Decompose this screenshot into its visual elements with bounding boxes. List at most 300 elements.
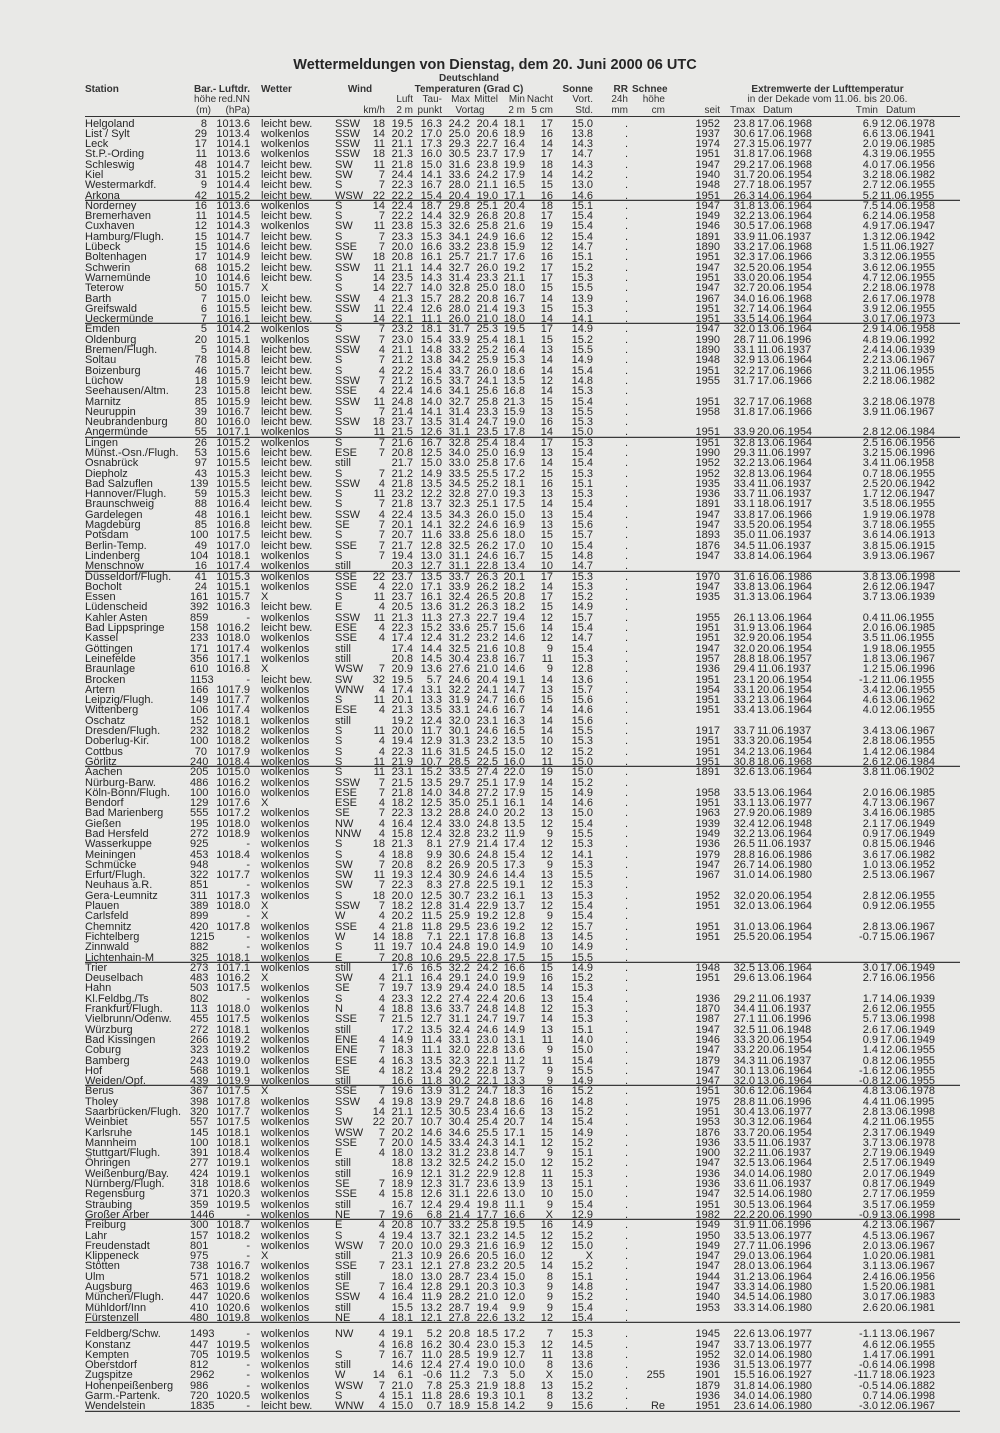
- record-tmax-date-cell: 20.06.1989: [757, 807, 813, 820]
- record-tmax-date-cell: 14.06.1980: [757, 1291, 813, 1304]
- temp-night-ground-cell: 10: [540, 735, 553, 748]
- record-since-cell: 1947: [695, 1023, 720, 1036]
- station-cell: Potsdam: [85, 529, 129, 542]
- snow-depth-cell: [632, 839, 665, 849]
- precipitation-cell: .: [624, 1281, 628, 1294]
- temp-air-cell: 18.1: [391, 1311, 413, 1324]
- wind-speed-cell: 7: [378, 1126, 385, 1139]
- record-tmin-cell: 2.0: [862, 1167, 878, 1180]
- station-cell: Görlitz: [85, 755, 117, 768]
- record-since-cell: 1974: [695, 138, 720, 151]
- record-tmin-cell: 3.2: [862, 168, 878, 181]
- temp-min-cell: 20.4: [503, 199, 525, 212]
- pressure-cell: 1019.5: [216, 1338, 250, 1351]
- temp-max-cell: 31.7: [448, 323, 470, 336]
- temp-air-cell: 16.6: [391, 1075, 413, 1088]
- record-tmax-date-cell: 13.06.1964: [757, 354, 813, 367]
- record-since-cell: 1951: [695, 797, 720, 810]
- temp-min-cell: 19.1: [503, 879, 525, 892]
- weather-cell: leicht bew.: [261, 117, 313, 130]
- record-tmin-date-cell: 13.06.1967: [880, 869, 936, 882]
- record-tmax-cell: 32.9: [733, 632, 755, 645]
- wind-speed-cell: 7: [378, 1239, 385, 1252]
- record-tmin-cell: 1.7: [862, 992, 878, 1005]
- pressure-cell: 1015.8: [216, 385, 250, 398]
- record-since-cell: 1870: [695, 1003, 720, 1016]
- record-tmax-date-cell: 13.06.1964: [757, 591, 813, 604]
- pressure-cell: 1018.2: [216, 1229, 250, 1242]
- record-since-cell: 1891: [695, 498, 720, 511]
- sunshine-cell: 15.5: [571, 869, 593, 882]
- record-tmax-date-cell: 13.06.1964: [757, 210, 813, 223]
- record-tmax-date-cell: 15.06.1977: [757, 138, 813, 151]
- record-tmin-cell: [825, 942, 878, 952]
- weather-cell: wolkenlos: [261, 1003, 310, 1016]
- wind-direction-cell: NNW: [335, 827, 362, 840]
- sunshine-cell: 15.4: [571, 900, 593, 913]
- weather-cell: wolkenlos: [261, 961, 310, 974]
- station-cell: Neuruppin: [85, 405, 136, 418]
- snow-depth-cell: [632, 1138, 665, 1148]
- record-tmax-date-cell: 14.06.1964: [757, 302, 813, 315]
- temp-max-cell: 32.2: [448, 519, 470, 532]
- precipitation-cell: .: [624, 302, 628, 315]
- temp-night-ground-cell: 14: [540, 1260, 553, 1273]
- temp-air-cell: 16.7: [391, 1198, 413, 1211]
- record-tmax-cell: 31.0: [733, 869, 755, 882]
- bar-height-cell: 12: [194, 220, 207, 233]
- wind-speed-cell: 7: [378, 879, 385, 892]
- dew-point-cell: 12.9: [420, 735, 442, 748]
- temp-min-cell: 15.0: [503, 508, 525, 521]
- temp-max-cell: 18.9: [448, 1400, 470, 1413]
- temp-air-cell: 23.7: [391, 591, 413, 604]
- snow-depth-cell: [632, 1097, 665, 1107]
- temp-min-cell: 16.0: [503, 1250, 525, 1263]
- precipitation-cell: .: [624, 1260, 628, 1273]
- precipitation-cell: .: [624, 797, 628, 810]
- temp-night-ground-cell: 11: [541, 1054, 553, 1067]
- temp-max-cell: 28.0: [448, 179, 470, 192]
- temp-min-cell: 18.6: [503, 364, 525, 377]
- wind-speed-cell: 14: [372, 930, 385, 943]
- wind-direction-cell: SW: [335, 972, 353, 985]
- header-kmh: km/h: [363, 104, 385, 116]
- temp-max-cell: 34.6: [448, 1126, 470, 1139]
- bar-height-cell: 171: [190, 642, 209, 655]
- temp-air-cell: 21.8: [391, 498, 413, 511]
- precipitation-cell: .: [624, 1239, 628, 1252]
- bar-height-cell: 882: [190, 941, 209, 954]
- bar-height-cell: 68: [194, 261, 207, 274]
- temp-max-cell: 32.3: [448, 1054, 470, 1067]
- temp-air-cell: 21.3: [391, 611, 413, 624]
- dew-point-cell: 18.7: [420, 199, 442, 212]
- dew-point-cell: 16.6: [420, 241, 442, 254]
- temp-min-cell: 16.7: [503, 704, 525, 717]
- temp-min-cell: 12.0: [503, 1291, 525, 1304]
- table-row: [85, 1329, 960, 1339]
- record-tmax-cell: 35.0: [733, 529, 755, 542]
- pressure-cell: 1019.2: [216, 1044, 250, 1057]
- temp-night-ground-cell: 18: [540, 158, 553, 171]
- snow-depth-cell: [632, 489, 665, 499]
- temp-night-ground-cell: 18: [540, 199, 553, 212]
- temp-night-ground-cell: 12: [540, 848, 553, 861]
- record-tmin-date-cell: 18.06.1923: [880, 1369, 936, 1382]
- record-tmax-date-cell: 11.06.1997: [757, 447, 812, 459]
- record-since-cell: 1935: [695, 477, 720, 490]
- record-tmin-date-cell: 17.06.1949: [880, 1033, 936, 1046]
- temp-min-cell: 16.8: [503, 930, 525, 943]
- record-tmin-date-cell: 11.06.1927: [880, 241, 935, 254]
- wind-speed-cell: 11: [373, 158, 385, 171]
- temp-max-cell: 31.3: [448, 735, 470, 748]
- record-tmax-date-cell: 13.06.1964: [757, 827, 813, 840]
- wind-direction-cell: WNW: [335, 1400, 364, 1413]
- bar-height-cell: 41: [194, 570, 207, 583]
- record-tmax-cell: 31.3: [733, 591, 755, 604]
- weather-table: [85, 119, 960, 1412]
- header-luftdr: Luftdr.: [218, 83, 250, 95]
- weather-cell: X: [261, 663, 269, 676]
- precipitation-cell: .: [624, 313, 628, 326]
- temp-max-cell: 27.9: [448, 838, 470, 851]
- precipitation-cell: .: [624, 858, 628, 871]
- weather-cell: wolkenlos: [261, 632, 310, 645]
- temp-min-cell: 16.4: [503, 138, 525, 151]
- temp-air-cell: 21.3: [391, 1250, 413, 1263]
- record-tmax-date-cell: 11.06.1937: [757, 1178, 812, 1191]
- precipitation-cell: .: [624, 519, 628, 532]
- record-since-cell: 1952: [695, 889, 720, 902]
- bar-height-cell: 18: [194, 374, 207, 387]
- record-tmax-cell: 33.2: [733, 241, 755, 254]
- temp-min-cell: 15.9: [503, 405, 525, 418]
- record-tmin-cell: 2.8: [862, 920, 878, 933]
- temp-night-ground-cell: 13: [540, 1178, 553, 1191]
- station-cell: Hohenpeißenberg: [85, 1379, 174, 1392]
- bar-height-cell: 97: [194, 457, 207, 470]
- wind-speed-cell: 4: [378, 580, 385, 593]
- record-tmax-date-cell: 20.06.1990: [757, 1208, 813, 1221]
- dew-point-cell: 12.2: [420, 992, 442, 1005]
- precipitation-cell: .: [624, 1095, 628, 1108]
- temp-max-cell: 29.2: [448, 1064, 470, 1077]
- sunshine-cell: 15.3: [571, 436, 593, 449]
- temp-night-ground-cell: 10: [540, 560, 553, 573]
- sunshine-cell: 14.8: [571, 374, 593, 387]
- temp-min-cell: 10.3: [503, 1281, 525, 1294]
- precipitation-cell: .: [624, 766, 628, 779]
- pressure-cell: 1018.1: [216, 1136, 250, 1149]
- temp-max-cell: 31.5: [448, 745, 470, 758]
- sunshine-cell: 15.0: [571, 1239, 593, 1252]
- wind-direction-cell: SSW: [335, 127, 361, 140]
- temp-min-cell: 10.8: [503, 642, 525, 655]
- temp-min-cell: 15.9: [503, 241, 525, 254]
- station-cell: Braunlage: [85, 663, 136, 676]
- temp-max-cell: 20.8: [448, 1328, 470, 1341]
- record-since-cell: 1990: [695, 333, 720, 346]
- pressure-cell: -: [246, 858, 250, 871]
- wind-direction-cell: S: [335, 467, 343, 480]
- temp-min-cell: 10.1: [503, 1390, 525, 1403]
- station-cell: Wendelstein: [85, 1400, 146, 1413]
- snow-depth-cell: [632, 324, 665, 334]
- wind-speed-cell: 4: [378, 704, 385, 717]
- station-cell: Plauen: [85, 900, 120, 913]
- record-tmin-date-cell: 17.06.1978: [880, 292, 936, 305]
- record-since-cell: 1958: [695, 405, 720, 418]
- precipitation-cell: .: [624, 436, 628, 449]
- weather-cell: wolkenlos: [261, 1281, 310, 1294]
- dew-point-cell: 15.0: [420, 457, 442, 470]
- record-tmax-date-cell: 20.06.1954: [757, 1044, 813, 1057]
- dew-point-cell: 13.5: [420, 570, 442, 583]
- sunshine-cell: 14.5: [571, 1338, 593, 1351]
- precipitation-cell: .: [624, 673, 628, 686]
- pressure-cell: 1017.0: [216, 539, 250, 552]
- weather-cell: leicht bew.: [261, 271, 313, 284]
- precipitation-cell: .: [624, 663, 628, 676]
- bar-height-cell: 15: [194, 241, 207, 254]
- record-since-cell: 1901: [695, 1369, 720, 1382]
- record-since-cell: 1948: [695, 179, 720, 192]
- temp-mean-cell: 21.0: [476, 313, 498, 326]
- record-tmin-date-cell: 17.06.1949: [880, 1167, 936, 1180]
- bar-height-cell: 851: [190, 879, 209, 892]
- temp-mean-cell: 23.2: [476, 827, 498, 840]
- dew-point-cell: 17.1: [420, 580, 442, 593]
- station-cell: Gardelegen: [85, 508, 143, 521]
- bar-height-cell: 272: [190, 1023, 209, 1036]
- temp-max-cell: 33.2: [448, 344, 470, 357]
- temp-night-ground-cell: 11: [541, 1348, 553, 1361]
- temp-night-ground-cell: 11: [541, 1033, 553, 1046]
- temp-max-cell: 35.0: [448, 797, 470, 810]
- wind-direction-cell: WSW: [335, 189, 364, 202]
- pressure-cell: 1016.1: [216, 508, 250, 521]
- sunshine-cell: 15.3: [571, 838, 593, 851]
- record-since-cell: 1936: [695, 1167, 720, 1180]
- wind-direction-cell: S: [335, 755, 343, 768]
- wind-direction-cell: SSW: [335, 1291, 361, 1304]
- snow-depth-cell: [632, 438, 665, 448]
- pressure-cell: 1015.1: [216, 333, 250, 346]
- temp-min-cell: 17.9: [503, 148, 525, 161]
- temp-mean-cell: 23.2: [476, 1260, 498, 1273]
- record-tmin-cell: 3.8: [862, 539, 878, 552]
- record-tmin-cell: 2.4: [862, 1270, 878, 1283]
- record-tmin-date-cell: 16.06.1956: [880, 1270, 936, 1283]
- temp-max-cell: 28.7: [448, 1270, 470, 1283]
- snow-depth-cell: [632, 397, 665, 407]
- temp-min-cell: 18.1: [503, 477, 525, 490]
- snow-depth-cell: [632, 1282, 665, 1292]
- temp-night-ground-cell: 14: [540, 673, 553, 686]
- pressure-cell: 1016.0: [216, 786, 250, 799]
- temp-air-cell: 18.2: [391, 797, 413, 810]
- temp-air-cell: 20.0: [391, 1136, 413, 1149]
- sunshine-cell: 15.7: [571, 611, 593, 624]
- dew-point-cell: 12.8: [420, 1281, 442, 1294]
- temp-max-cell: 33.2: [448, 1219, 470, 1232]
- dew-point-cell: 13.0: [420, 1270, 442, 1283]
- temp-mean-cell: 24.6: [476, 549, 498, 562]
- record-since-cell: 1947: [695, 1260, 720, 1273]
- record-tmax-date-cell: 14.06.1980: [757, 869, 813, 882]
- record-since-cell: 1951: [695, 1106, 720, 1118]
- bar-height-cell: 311: [190, 889, 208, 902]
- wind-speed-cell: 4: [378, 622, 385, 635]
- record-tmax-cell: 32.0: [733, 642, 755, 655]
- pressure-cell: 1017.9: [216, 745, 250, 758]
- weather-cell: X: [261, 797, 269, 810]
- temp-night-ground-cell: 12: [540, 900, 553, 913]
- temp-night-ground-cell: 10: [540, 539, 553, 552]
- dew-point-cell: 13.3: [420, 694, 442, 707]
- dew-point-cell: 12.1: [420, 1311, 442, 1324]
- record-tmin-date-cell: 13.06.1952: [880, 858, 936, 871]
- temp-night-ground-cell: 9: [546, 1198, 553, 1211]
- temp-max-cell: 32.3: [448, 498, 470, 511]
- record-tmin-cell: -0.7: [859, 930, 878, 943]
- weather-cell: wolkenlos: [261, 1023, 310, 1036]
- temp-air-cell: 20.5: [391, 601, 413, 614]
- temp-air-cell: 22.4: [391, 199, 413, 212]
- snow-depth-cell: [632, 366, 665, 376]
- precipitation-cell: .: [624, 1208, 628, 1221]
- dew-point-cell: 11.8: [421, 1390, 442, 1403]
- temp-air-cell: 22.4: [391, 385, 413, 398]
- record-tmin-date-cell: 13.06.1998: [880, 570, 936, 583]
- temp-air-cell: 23.3: [391, 992, 413, 1005]
- record-tmax-cell: 23.6: [733, 1400, 755, 1413]
- snow-depth-cell: [632, 1251, 665, 1261]
- pressure-cell: 1018.6: [216, 1178, 250, 1191]
- dew-point-cell: 11.1: [421, 1044, 442, 1057]
- pressure-cell: 1018.4: [216, 1147, 250, 1160]
- bar-height-cell: 859: [190, 611, 209, 624]
- pressure-cell: 1016.2: [216, 622, 250, 635]
- dew-point-cell: 12.1: [420, 1167, 442, 1180]
- pressure-cell: 1017.5: [216, 1013, 250, 1026]
- pressure-cell: -: [246, 941, 250, 954]
- precipitation-cell: .: [624, 992, 628, 1005]
- bar-height-cell: 166: [190, 683, 209, 696]
- wind-direction-cell: SE: [335, 519, 350, 532]
- wind-direction-cell: SSW: [335, 261, 361, 274]
- wind-direction-cell: WSW: [335, 1126, 364, 1139]
- station-cell: Boltenhagen: [85, 251, 147, 264]
- record-since-cell: 1947: [695, 858, 720, 871]
- sunshine-cell: 15.4: [571, 1311, 593, 1324]
- bar-height-cell: 85: [194, 395, 207, 408]
- pressure-cell: 1015.0: [216, 292, 250, 305]
- temp-night-ground-cell: 19: [540, 766, 553, 779]
- bar-height-cell: 16: [194, 560, 207, 573]
- pressure-cell: -: [246, 910, 250, 923]
- wind-speed-cell: 4: [378, 910, 385, 923]
- bar-height-cell: 424: [190, 1167, 209, 1180]
- snow-depth-cell: [632, 1025, 665, 1035]
- sunshine-cell: 15.2: [571, 1157, 593, 1170]
- temp-night-ground-cell: 12: [540, 745, 553, 758]
- record-tmin-cell: 3.7: [862, 591, 878, 604]
- table-row: [85, 283, 960, 293]
- dew-point-cell: 13.7: [420, 1229, 442, 1242]
- weather-cell: wolkenlos: [261, 1338, 310, 1351]
- record-tmin-cell: 2.6: [862, 1003, 878, 1016]
- record-since-cell: 1949: [695, 1239, 720, 1252]
- snow-depth-cell: [632, 160, 665, 170]
- record-tmax-date-cell: 14.06.1964: [757, 549, 813, 562]
- temp-max-cell: 33.5: [448, 766, 470, 779]
- record-since-cell: 1955: [695, 611, 720, 624]
- dew-point-cell: 13.2: [420, 807, 442, 820]
- precipitation-cell: .: [624, 199, 628, 212]
- pressure-cell: -: [246, 1359, 250, 1372]
- snow-depth-cell: [632, 963, 665, 973]
- record-since-cell: 1951: [695, 755, 720, 768]
- temp-air-cell: 19.2: [391, 714, 413, 727]
- sunshine-cell: 15.2: [571, 1291, 593, 1304]
- record-tmin-date-cell: 12.06.1978: [880, 117, 936, 130]
- sunshine-cell: 15.4: [571, 1054, 593, 1067]
- record-tmin-cell: 3.4: [862, 683, 878, 696]
- bar-height-cell: 152: [190, 714, 209, 727]
- record-tmin-date-cell: 16.06.1956: [880, 972, 936, 985]
- sunshine-cell: 15.0: [571, 1044, 593, 1057]
- snow-depth-cell: [632, 1261, 665, 1271]
- snow-depth-cell: [632, 1313, 665, 1323]
- temp-min-cell: 12.7: [503, 1348, 525, 1361]
- wind-direction-cell: still: [335, 642, 351, 655]
- station-cell: Stötten: [85, 1260, 120, 1273]
- record-tmax-cell: 28.0: [733, 1260, 755, 1273]
- record-tmax-date-cell: 11.06.1937: [757, 477, 812, 490]
- wind-speed-cell: 18: [372, 117, 385, 130]
- temp-min-cell: 16.6: [503, 1106, 525, 1118]
- temp-night-ground-cell: 12: [540, 1136, 553, 1149]
- temp-night-ground-cell: 19: [540, 220, 553, 233]
- pressure-cell: -: [246, 673, 250, 686]
- precipitation-cell: .: [624, 725, 628, 738]
- wind-direction-cell: still: [335, 457, 351, 470]
- record-tmax-cell: 33.6: [733, 1178, 755, 1191]
- temp-air-cell: 18.3: [391, 1044, 413, 1057]
- station-cell: Doberlug-Kir.: [85, 735, 150, 748]
- temp-night-ground-cell: 12: [540, 1157, 553, 1170]
- wind-direction-cell: still: [335, 714, 351, 727]
- snow-depth-cell: [632, 355, 665, 365]
- weather-cell: wolkenlos: [261, 683, 310, 696]
- record-tmax-date-cell: 18.06.1968: [757, 755, 813, 768]
- record-tmin-date-cell: 12.06.1942: [880, 230, 936, 243]
- weather-cell: leicht bew.: [261, 405, 313, 418]
- wind-speed-cell: 11: [373, 488, 385, 501]
- dew-point-cell: 8.1: [426, 838, 442, 851]
- wind-speed-cell: 7: [378, 333, 385, 346]
- bar-height-cell: 158: [190, 622, 209, 635]
- temp-air-cell: 21.7: [391, 457, 413, 470]
- record-tmin-date-cell: 18.06.1955: [880, 642, 936, 655]
- temp-air-cell: 15.8: [391, 1188, 413, 1201]
- record-tmin-cell: 2.9: [862, 323, 878, 336]
- sunshine-cell: 14.0: [571, 1033, 593, 1046]
- weather-cell: wolkenlos: [261, 549, 310, 562]
